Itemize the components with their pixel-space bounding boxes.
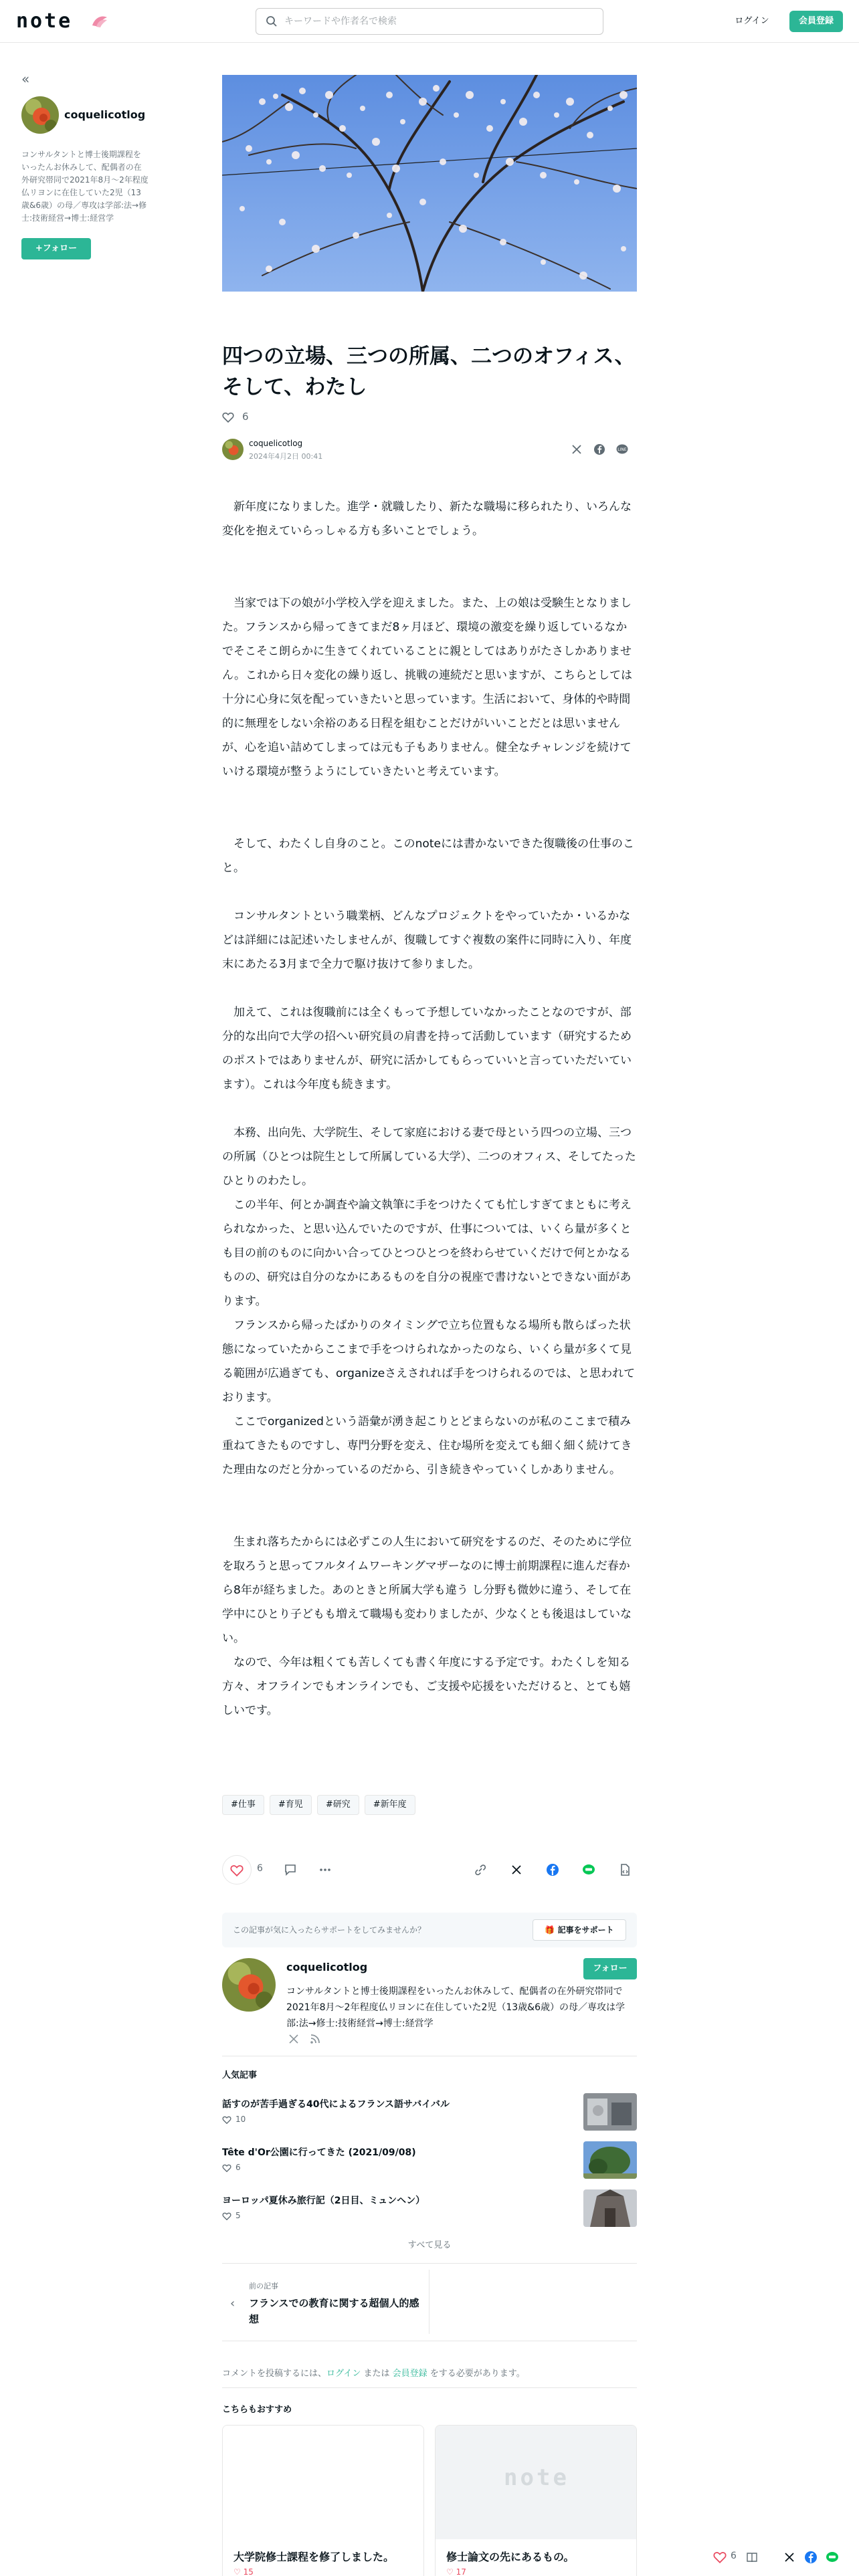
- recommend-card-title[interactable]: 修士論文の先にあるもの。: [446, 2551, 575, 2563]
- heart-icon: [222, 2116, 231, 2124]
- popular-item-thumbnail[interactable]: [583, 2189, 637, 2227]
- article-paragraph: [222, 1506, 637, 1530]
- search-box[interactable]: [256, 8, 603, 35]
- article-paragraph: 新年度になりました。進学・就職したり、新たな職場に移られたり、いろんな変化を抱えていらっしゃる方も多いことでしょう。: [222, 500, 632, 538]
- x-share-icon[interactable]: [783, 2551, 796, 2564]
- recommend-card-like-number: 15: [243, 2567, 254, 2576]
- article-paragraph: [222, 976, 637, 1000]
- sidebar-bio: コンサルタントと博士後期課程をいったんお休みして、配偶者の在外研究帯同で2021年8月〜2年程度仏リヨンに在住していた2児（13歳&6歳）の母／専攻は学部:法→修士:技術経営→博士:経営学: [21, 150, 149, 223]
- x-share-icon[interactable]: [570, 443, 583, 456]
- more-icon[interactable]: [318, 1863, 332, 1876]
- chevron-left-icon: ‹: [230, 2296, 235, 2311]
- thumbnail-image: [583, 2189, 637, 2227]
- popular-item-thumbnail[interactable]: [583, 2093, 637, 2131]
- article-paragraph: [222, 880, 637, 904]
- popular-item-like-number: 10: [235, 2115, 246, 2124]
- floating-share-bar: [709, 2544, 850, 2571]
- link-icon[interactable]: [474, 1863, 487, 1876]
- support-prompt: この記事が気に入ったらサポートをしてみませんか？: [233, 1925, 426, 1935]
- popular-item-likes: [222, 2115, 246, 2124]
- heart-icon[interactable]: [713, 2551, 727, 2564]
- article-paragraph: 生まれ落ちたからには必ずこの人生において研究をするのだ、そのために学位を取ろうと思ってフルタイムワーキングマザーなのに博士前期課程に進んだ春から8年が経ちました。あのときと所属大学も違う し分野も微妙に違う、そして在学中にひとり子どもも増えて職場も変わりましたが、少なくとも後退はしていない。: [222, 1535, 632, 1645]
- article-paragraph: 当家では下の娘が小学校入学を迎えました。また、上の娘は受験生となりました。フランスから帰ってきてまだ8ヶ月ほど、環境の激変を繰り返しているなかでそこそこ朗らかに生きてくれていることに親としてはありがたさしかありません。これから日々変化の繰り返し、挑戦の連続だと思いますが、こちらとしては十分に心身に気を配っていきたいと思っています。生活において、身体的や時間的に無理をしない余裕のある日程を組むことだけがいいことだとは思いませんが、心を追い詰めてしまっては元も子もありません。健全なチャレンジを続けていける環境が整うようにしていきたいと考えています。: [222, 597, 633, 778]
- popular-item-title[interactable]: 話すのが苦手過ぎる40代によるフランス語サバイバル: [222, 2099, 450, 2110]
- recommend-card-likes: ♡ 15: [233, 2567, 254, 2576]
- line-share-icon[interactable]: [615, 443, 629, 456]
- search-icon: [266, 15, 278, 27]
- divider: [222, 2387, 637, 2388]
- profile-avatar[interactable]: [222, 1958, 276, 2012]
- popular-item-like-number: 6: [235, 2163, 241, 2172]
- article-paragraph: 本務、出向先、大学院生、そして家庭における妻で母という四つの立場、三つの所属（ひとつは院生として所属している大学）、二つのオフィス、そしてたったひとりのわたし。: [222, 1126, 636, 1188]
- author-profile-card: [222, 1958, 637, 2052]
- logo-mark-icon: [91, 13, 108, 28]
- tag-item[interactable]: #研究: [317, 1795, 359, 1815]
- divider: [222, 2263, 637, 2264]
- article-paragraph: そして、わたくし自身のこと。このnoteには書かないできた復職後の仕事のこと。: [222, 837, 634, 875]
- hero-image: [222, 75, 637, 292]
- popular-item[interactable]: [222, 2184, 637, 2232]
- facebook-share-icon[interactable]: [546, 1863, 559, 1876]
- article-paragraph: コンサルタントという職業柄、どんなプロジェクトをやっていたか・いるかなどは詳細には記述いたしませんが、復職してすぐ複数の案件に同時に入り、年度末にあたる3月まで全力で駆け抜けて参りました。: [222, 909, 632, 971]
- tag-item[interactable]: #仕事: [222, 1795, 264, 1815]
- previous-article-link[interactable]: [222, 2270, 430, 2334]
- rss-icon[interactable]: [309, 2033, 321, 2045]
- article-like-number: 6: [242, 411, 249, 423]
- recommend-card-title[interactable]: 大学院修士課程を修了しました。: [233, 2551, 395, 2563]
- thumbnail-image: [583, 2093, 637, 2131]
- like-button[interactable]: [222, 1855, 252, 1885]
- article-paragraph: [222, 1097, 637, 1121]
- login-button[interactable]: ログイン: [735, 16, 769, 26]
- article-paragraph: [222, 784, 637, 808]
- magazine-icon[interactable]: [745, 2551, 759, 2564]
- avatar-image: [21, 96, 59, 134]
- signup-button[interactable]: 会員登録: [789, 11, 843, 32]
- previous-article-title[interactable]: フランスでの教育に関する超個人的感想: [249, 2297, 419, 2325]
- popular-articles: [222, 2064, 637, 2232]
- popular-item-likes: [222, 2163, 241, 2172]
- floating-like-count: 6: [731, 2551, 737, 2561]
- x-share-icon[interactable]: [510, 1863, 523, 1876]
- recommend-card-likes: ♡ 17: [446, 2567, 466, 2576]
- search-input[interactable]: [284, 13, 592, 30]
- comment-notice-text: コメントを投稿するには、: [222, 2369, 327, 2379]
- comment-notice-text: をする必要があります。: [427, 2369, 525, 2379]
- popular-item-title[interactable]: Tête d'Or公園に行ってきた (2021/09/08): [222, 2147, 416, 2158]
- article-action-bar: [222, 1855, 637, 1885]
- embed-icon[interactable]: [618, 1863, 632, 1876]
- author-avatar[interactable]: [222, 439, 244, 460]
- line-share-icon[interactable]: [582, 1863, 595, 1876]
- recommend-card-image: [223, 2426, 424, 2539]
- popular-item-likes: [222, 2211, 241, 2220]
- comment-signup-link[interactable]: 会員登録: [392, 2369, 427, 2379]
- article-paragraph: フランスから帰ったばかりのタイミングで立ち位置もなる場所も散らばった状態になっていたからここまで手をつけられなかったのなら、いくら量が多くて見る範囲が広過ぎても、organizeさえされれば手をつけられるのでは、と思われております。: [222, 1319, 636, 1404]
- recommend-card[interactable]: [222, 2425, 424, 2576]
- like-count: 6: [257, 1863, 263, 1874]
- heart-icon: [222, 2212, 231, 2220]
- heart-icon: [222, 412, 234, 423]
- recommend-card[interactable]: [435, 2425, 637, 2576]
- comment-icon[interactable]: [284, 1863, 297, 1876]
- profile-follow-button[interactable]: フォロー: [583, 1958, 637, 1979]
- x-profile-icon[interactable]: [288, 2033, 300, 2045]
- note-placeholder-logo: note: [504, 2464, 569, 2491]
- collapse-sidebar-icon[interactable]: «: [21, 71, 30, 87]
- note-logo[interactable]: note: [16, 9, 73, 33]
- comment-notice: [222, 2366, 637, 2379]
- recommend-heading: こちらもおすすめ: [222, 2405, 292, 2415]
- recommend-card-like-number: 17: [456, 2567, 466, 2576]
- profile-bio: コンサルタントと博士後期課程をいったんお休みして、配偶者の在外研究帯同で2021年8月〜2年程度仏リヨンに在住していた2児（13歳&6歳）の母／専攻は学部:法→修士:技術経営→博士:経営学: [286, 1986, 625, 2029]
- popular-item-like-number: 5: [235, 2211, 241, 2220]
- author-name[interactable]: coquelicotlog: [249, 439, 303, 448]
- article-author-row: [222, 437, 637, 464]
- recommend-card-image: [436, 2426, 637, 2539]
- tag-item[interactable]: #育児: [270, 1795, 312, 1815]
- popular-item-thumbnail[interactable]: [583, 2141, 637, 2179]
- comment-notice-text: または: [361, 2369, 393, 2379]
- author-avatar-image: [222, 439, 244, 460]
- sidebar-follow-button[interactable]: +フォロー: [21, 238, 91, 259]
- popular-item-title[interactable]: ヨーロッパ夏休み旅行記（2日目、ミュンヘン）: [222, 2195, 425, 2206]
- publish-date: 2024年4月2日 00:41: [249, 452, 323, 461]
- article-like-count[interactable]: [222, 411, 249, 427]
- svg-text:LINE: LINE: [617, 447, 627, 452]
- tag-item[interactable]: #新年度: [365, 1795, 415, 1815]
- popular-heading: 人気記事: [222, 2070, 258, 2080]
- popular-item[interactable]: [222, 2088, 637, 2136]
- support-button[interactable]: [533, 1919, 626, 1941]
- article-paragraph: [222, 567, 637, 591]
- cherry-blossom-image: [222, 75, 637, 292]
- article-paragraph: [222, 543, 637, 567]
- facebook-share-icon[interactable]: [593, 443, 606, 456]
- comment-login-link[interactable]: ログイン: [326, 2369, 361, 2379]
- line-share-icon[interactable]: [826, 2551, 839, 2564]
- avatar[interactable]: [21, 96, 59, 134]
- profile-avatar-image: [222, 1958, 276, 2012]
- site-header: [0, 0, 859, 43]
- see-all-link[interactable]: すべて見る: [407, 2240, 452, 2250]
- sidebar-author-name[interactable]: coquelicotlog: [64, 108, 146, 121]
- article-title: 四つの立場、三つの所属、二つのオフィス、そして、わたし: [222, 344, 636, 399]
- article-paragraph: なので、今年は粗くても苦しくても書く年度にする予定です。わたくしを知る方々、オフラインでもオンラインでも、ご支援や応援をいただけると、とても嬉しいです。: [222, 1656, 631, 1717]
- article-body: [222, 495, 637, 1723]
- support-button-label: 記事をサポート: [557, 1925, 614, 1935]
- article-paragraph: ここでorganizedという語彙が湧き起こりとどまらないのが私のここまで積み重ねてきたものですし、専門分野を変え、住む場所を変えても細く細く続けてきた理由なのだと分かっているのだから、引き続きやっていくしかありません。: [222, 1415, 632, 1477]
- support-box: [222, 1913, 637, 1947]
- thumbnail-image: [583, 2141, 637, 2179]
- popular-item[interactable]: [222, 2136, 637, 2184]
- article-paragraph: [222, 808, 637, 832]
- article-paragraph: 加えて、これは復職前には全くもって予想していなかったことなのですが、部分的な出向で大学の招へい研究員の肩書を持って活動しています（研究するためのポストではありませんが、研究に活かしてもらっていいと言っていただいています）。これは今年度も続きます。: [222, 1006, 632, 1091]
- previous-article-label: 前の記事: [249, 2282, 278, 2290]
- article-paragraph: [222, 1482, 637, 1506]
- profile-name[interactable]: coquelicotlog: [286, 1961, 368, 1973]
- heart-icon: [230, 1864, 244, 1876]
- heart-icon: [222, 2164, 231, 2172]
- article-paragraph: この半年、何とか調査や論文執筆に手をつけたくても忙しすぎてまともに考えられなかった、と思い込んでいたのですが、仕事については、いくら量が多くとも目の前のものに向かい合ってひとつひとつを終わらせていくだけで何とかなるものの、研究は自分のなかにあるものを自分の視座で書けないとできない面があります。: [222, 1198, 632, 1308]
- facebook-share-icon[interactable]: [804, 2551, 818, 2564]
- gift-icon: 🎁: [545, 1925, 555, 1935]
- tag-list: [222, 1795, 637, 1816]
